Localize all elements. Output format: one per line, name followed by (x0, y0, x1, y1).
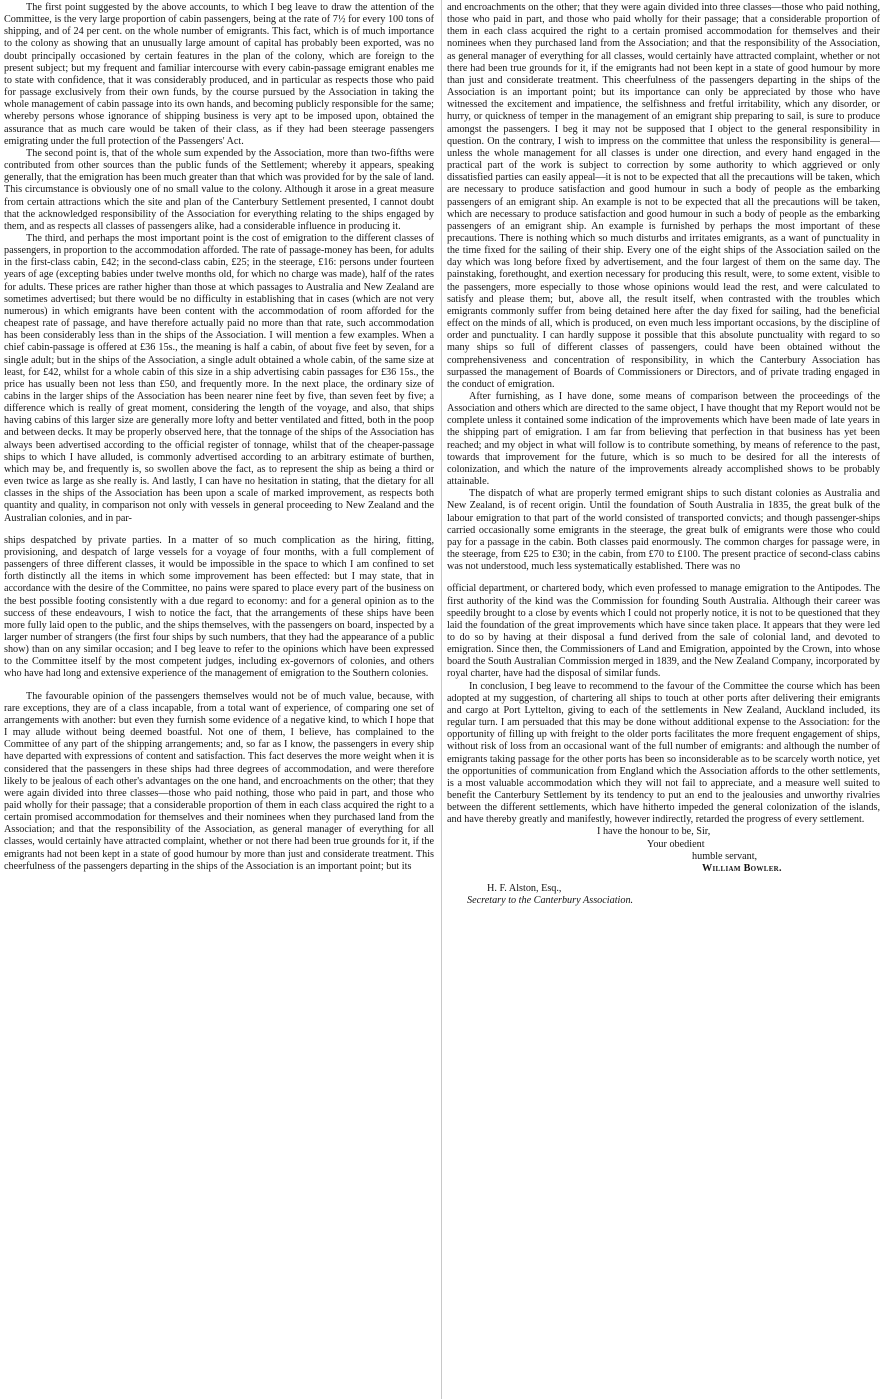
paragraph: The favourable opinion of the passengers themselves would not be of much value, because, with rare exceptions, they are of a class incapable, from a total want of experience, of comparing one set of arrangements with another: but even they furnish some evidence of a negative kind, to which I hope that I may allude without being deemed boastful. Not one of them, I believe, has complained to the Committee of any part of the shipping arrangements; and, so far as I know, the passengers in every ship have departed with expressions of content and satisfaction. This fact deserves the more weight when it is considered that the passengers in these ships had three degrees of accommodation, and were therefore likely to be jealous of each other's advantages on the one hand, and encroachments on the other; that they were again divided into three classes—those who paid nothing, those who paid in part, and those who paid wholly for their passage; that a considerable proportion of them in each class acquired the right to a certain promised accommodation for themselves and their nominees when they purchased land from the Association; and that the responsibility of the Association, as general manager of everything for all classes, would certainly have attracted complaint, whether or not there had been true grounds for it, if the emigrants had not been kept in a state of good humour by more than just and considerate treatment. This cheerfulness of the passengers departing in the ships of the Association is an important point; but its (4, 690, 434, 872)
addressee-name: H. F. Alston, Esq., (487, 883, 562, 895)
paragraph: official department, or chartered body, which even professed to manage emigration to the Antipodes. The first authority of the kind was the Commission for founding South Australia. Although their career was speedily brought to a close by events which I could not properly notice, it is not to be questioned that they laid the foundation of the great improvements which have since taken place. It appears that they were led to do so by having at their disposal a fund derived from the sale of colonial land, and devoted to emigration. Since then, the Commissioners of Land and Emigration, appointed by the Crown, into whose board the South Australian Commission merged in 1839, and the New Zealand Company, incorporated by royal charter, have had the disposal of similar funds. (447, 583, 880, 680)
closing-line: Your obedient (647, 838, 705, 850)
signature: William Bowler. (702, 862, 782, 874)
paragraph: The first point suggested by the above accounts, to which I beg leave to draw the attention of the Committee, is the very large proportion of cabin passengers, being at the rate of 7½ for every 100 tons of shipping, and of 24 per cent. on the whole number of emigrants. This fact, which is of much importance to the colony as showing that an unusually large amount of capital has probably been exported, was no doubt principally occasioned by certain features in the plan of the colony, which are foreign to the present subject; but my frequent and familiar intercourse with every cabin-passage emigrant enables me to state with confidence, that it was considerably produced, and in particular as respects those who paid for passage exclusively from their own funds, by the course pursued by the Association in taking the whole management of cabin passage into its own hands, and becoming publicly responsible for the same; whereby persons whose ignorance of shipping business is very apt to be imposed upon, obtained the assurance that as much care would be taken of their class, as if they had been steerage passengers emigrating under the full protection of the Passengers' Act. (4, 2, 434, 147)
paragraph: ships despatched by private parties. In a matter of so much complication as the hiring, fitting, provisioning, and despatch of large vessels for a voyage of four months, with a full complement of passengers of three different classes, it would be impossible in the space to which I am confined to set forth distinctly all the items in which some improvement has been effected: but I may state, that in accordance with the desire of the Committee, no pains were spared to place every part of the business on the best possible footing consistently with a due regard to economy: and for a general opinion as to the success of these endeavours, I wish to notice the fact, that the arrangements of these ships have been more fully laid open to the public, and the ships themselves, with the passengers on board, inspected by a larger number of strangers (the first four ships by such numbers, that they had the appearance of a public show) than on any similar occasion; and I beg leave to refer to the opinions which have been expressed to the Committee itself by the most competent judges, including ex-governors of colonies, and others who have had long and extensive experience of the management of emigration to the Southern colonies. (4, 534, 434, 680)
paragraph: After furnishing, as I have done, some means of comparison between the proceedings of the Association and others which are directed to the same object, I have thought that my Report would not be complete unless it contained some indication of the improvements which have been made of late years in the shipping part of emigration. I am far from believing that perfection in that business has yet been reached; and my object in what will follow is to contribute something, by means of reference to the past, towards that improvement for the future, which is so much to be desired for all the interests of colonization, and which the nature of the improvements already accomplished shows to be probably attainable. (447, 391, 880, 488)
paragraph: and encroachments on the other; that they were again divided into three classes—those who paid nothing, those who paid in part, and those who paid wholly for their passage; that a considerable proportion of them in each class acquired the right to a certain promised accommodation for themselves and their nominees when they purchased land from the Association; and that the responsibility of the Association, as general manager of everything for all classes, would certainly have attracted complaint, whether or not there had been true grounds for it, if the emigrants had not been kept in a state of good humour by more than just and considerate treatment. This cheerfulness of the passengers departing in the ships of the Association is an important point; but its importance can only be appreciated by those who have witnessed the excitement and impatience, the selfishness and fretful irritability, which any disorder, or hurry, or quickness of temper in the management of an emigrant ship preparing to sail, is sure to produce amongst the passengers. I beg it may not be supposed that I object to the general responsibility in question. On the contrary, I wish to impress on the committee that unless the responsibility is general— unless the whole management for all classes is under one direction, and every hand engaged in the practical part of the work is subject to correction by some authority to which aggrieved or only dissatisfied parties can easily appeal—it is not to be expected that all the precautions will be taken, which are necessary to produce satisfaction and good humour in such a body of people as the embarking passengers of an emigrant ship. An example is not to be expected that all the precautions will be taken, which are necessary to produce satisfaction and good humour in such a body of people as the embarking passengers of an emigrant ship. An example is furnished by perhaps the most important of these precautions. There is nothing which so much disturbs and irritates emigrants, as a want of punctuality in the time fixed for the sailing of their ship. Every one of the eight ships of the Association sailed on the day which was long before fixed by advertisement, and the four largest of them on the same day. The painstaking, forethought, and exertion necessary for producing this result, were, to some extent, visible to the passengers, more especially to those whose opinions would lead the rest, and were calculated to satisfy and please them; but, above all, the result itself, when contrasted with the troubles which emigrants commonly suffer from being detained here after the day fixed for sailing, had the beneficial effect on the minds of all, which is produced, on even much less important occasions, by the discipline of order and punctuality. I can hardly suppose it possible that this absolute punctuality with regard to so many ships so full of different classes of passengers, could have been obtained without the comprehensiveness and concentration of responsibility, in which the Canterbury Association has surpassed the management of Boards of Commissioners or Directors, and of private trading engaged in the conduct of emigration. (447, 2, 880, 390)
right-column (447, 2, 880, 1397)
left-column (4, 2, 434, 1397)
paragraph: The third, and perhaps the most important point is the cost of emigration to the different classes of passengers, in proportion to the accommodation afforded. The rate of passage-money has been, for adults in the first-class cabin, £42; in the second-class cabin, £25; in the steerage, £16: persons under fourteen years of age (excepting babies under twelve months old, for which no charge was made), half of the rates for adults. These prices are rather higher than those at which passages to Australia and New Zealand are sometimes advertised; but there would be no difficulty in establishing that in cases (which are not very numerous) in which emigrants have been content with the accommodation of room afforded for the cheapest rate of passage, and have therefore actually paid no more than that rate, such accommodation has been considerably less than in the ships of the Association. I will mention a few examples. When a chief cabin-passage is offered at £36 15s., the meaning is half a cabin, of about five feet by seven, for a single adult; but in the ships of the Association, a single adult obtained a whole cabin, of the same size at least, for £42, whilst for a whole cabin of this size in a ship advertising cabin passages for £36 15s., the price has usually been not less than £50, and frequently more. In the next place, the ordinary size of cabins in the larger ships of the Association has been nearer nine feet by five, than seven feet by five; a difference which is really of great moment, considering the length of the voyage, and also, that ships having cabins of this larger size are generally more lofty and better ventilated and fitted, both in the poop and between decks. It may be properly observed here, that the tonnage of the ships of the Association has always been advertised according to the official register of tonnage, whilst that of the cheaper-passage ships to which I have alluded, is commonly advertised according to an arbitrary estimate of burthen, which may be, and frequently is, so swollen above the fact, as to represent the ship as being a third or even twice as large as she really is. And lastly, I can have no hesitation in stating, that the dietary for all classes in the ships of the Association has been upon a scale of marked improvement, as respects both quantity and quality, in comparison not only with vessels in general proceeding to New Zealand and the Australian colonies, and in par- (4, 232, 434, 524)
section-gap (4, 525, 434, 535)
paragraph: In conclusion, I beg leave to recommend to the favour of the Committee the course which has been adopted at my suggestion, of chartering all ships to touch at other ports after delivering their emigrants and cargo at Port Lyttelton, giving to each of the settlements in New Zealand, Auckland included, its regular turn. I am persuaded that this may be done without additional expense to the Association: for the opportunity of filling up with freight to the older ports facilitates the more frequent engagement of ships, without risk of loss from an occasional want of the full number of emigrants: and although the number of emigrants taking passage for the other ports has been so inconsiderable as to be scarcely worth notice, yet the opportunities of communication from England which the Association affords to the other settlements, is a most valuable accommodation which they will not fail to appreciate, and a measure well suited to benefit the Canterbury Settlement by its tendency to put an end to the jealousies and unworthy rivalries between the different settlements, which have hitherto impeded the general colonization of the islands, and have thereby greatly and manifestly, however indirectly, retarded the progress of every settlement. (447, 680, 880, 826)
column-divider (441, 0, 442, 1399)
closing-line: I have the honour to be, Sir, (597, 826, 711, 838)
paragraph: The second point is, that of the whole sum expended by the Association, more than two-fifths were contributed from other sources than the public funds of the Settlement; whereby it appears, speaking generally, that the emigration has been much greater than that which was provided for by the sale of land. This circumstance is obviously one of no small value to the colony. Although it arose in a great measure from certain attractions which the site and plan of the Canterbury Settlement presented, I cannot doubt that the acknowledged responsibility of the Association for everything relating to the ships engaged by them, and as respects all classes of passengers alike, had a considerable influence in producing it. (4, 147, 434, 232)
paragraph: The dispatch of what are properly termed emigrant ships to such distant colonies as Australia and New Zealand, is of recent origin. Until the foundation of South Australia in 1835, the great bulk of the labour emigration to that part of the world consisted of transported convicts; and though passenger-ships carried occasionally some emigrants in the steerage, the great bulk of emigrants were those who could pay for a passage in the cabin. Both classes paid enormously. The common charges for passage were, in the steerage, from £25 to £30; in the cabin, from £70 to £100. The present practice of second-class cabins was not understood, much less systematically established. There was no (447, 488, 880, 573)
closing-line: humble servant, (692, 850, 758, 862)
section-gap (447, 573, 880, 583)
addressee-title: Secretary to the Canterbury Association. (467, 895, 634, 907)
section-gap (4, 681, 434, 691)
